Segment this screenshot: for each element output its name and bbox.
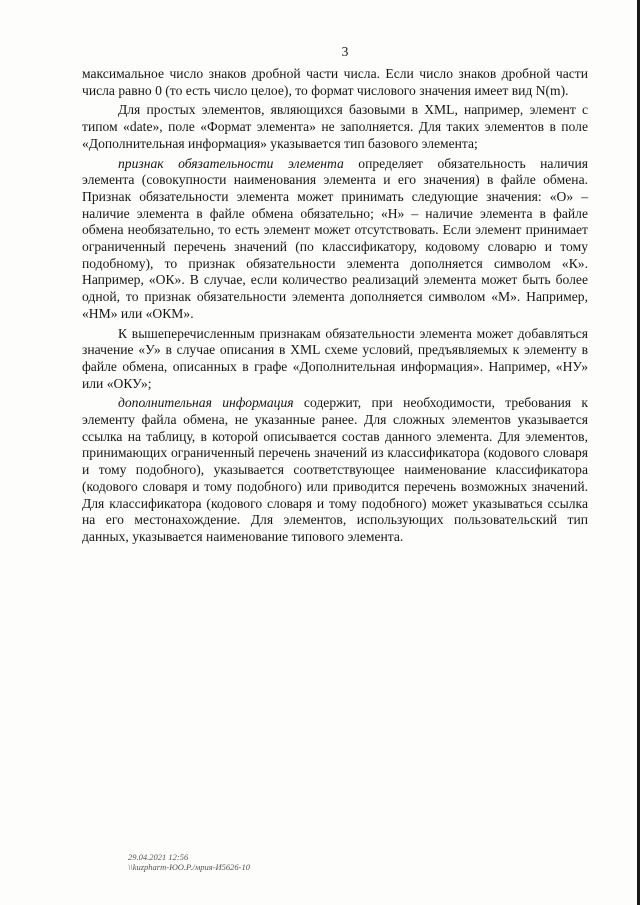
defined-term: признак обязательности элемента xyxy=(118,155,344,171)
paragraph-text: Для простых элементов, являющихся базовыми в XML, например, элемент с типом «date», поле «Формат элемента» не заполняется. Для таких элементов в поле «Дополнительная информация» указывается тип базового элемента; xyxy=(82,102,588,151)
paragraph-text: содержит, при необходимости, требования к элементу файла обмена, не указанные ранее. Для сложных элементов указывается ссылка на таблицу, в которой описывается состав данного элемента. Для элементов, принимающих ограниченный перечень значений из классификатора (кодового словаря и тому подобного), указывается соответствующее наименование классификатора (кодового словаря и тому подобного) или приводится перечень возможных значений. Для классификатора (кодового словаря и тому подобного) может указываться ссылка на его местонахождение. Для элементов, использующих пользовательский тип данных, указывается наименование типового элемента. xyxy=(82,395,588,544)
document-body xyxy=(82,66,588,549)
print-path: \\kuzpharm-ЮО.Р./мрия-И5626-10 xyxy=(128,862,251,872)
print-date: 29.04.2021 12:56 xyxy=(128,852,189,862)
page-number: 3 xyxy=(341,44,349,59)
paragraph-5 xyxy=(82,395,588,545)
paragraph-2 xyxy=(82,102,588,152)
defined-term: дополнительная информация xyxy=(118,395,294,411)
paragraph-1 xyxy=(82,66,588,99)
paragraph-text: определяет обязательность наличия элемента (совокупности наименования элемента и его значения) в файле обмена. Признак обязательности элемента может принимать следующие значения: «О» – наличие элемента в файле обмена обязательно; «Н» – наличие элемента в файле обмена необязательно, то есть элемент может отсутствовать. Если элемент принимает ограниченный перечень значений (по классификатору, кодовому словарю и тому подобному), то признак обязательности элемента дополняется символом «К». Например, «ОК». В случае, если количество реализаций элемента может быть более одной, то признак обязательности элемента дополняется символом «М». Например, «НМ» или «ОКМ». xyxy=(82,155,589,321)
paragraph-text: К вышеперечисленным признакам обязательности элемента может добавляться значение «У» в случае описания в XML схеме условий, предъявляемых к элементу в файле обмена, описанных в графе «Дополнительная информация». Например, «НУ» или «ОКУ»; xyxy=(82,325,588,391)
paragraph-4 xyxy=(82,326,588,393)
print-footer xyxy=(128,852,250,872)
paragraph-3 xyxy=(82,156,588,323)
paragraph-text: максимальное число знаков дробной части числа. Если число знаков дробной части числа равно 0 (то есть число целое), то формат числового значения имеет вид N(m). xyxy=(82,66,588,98)
